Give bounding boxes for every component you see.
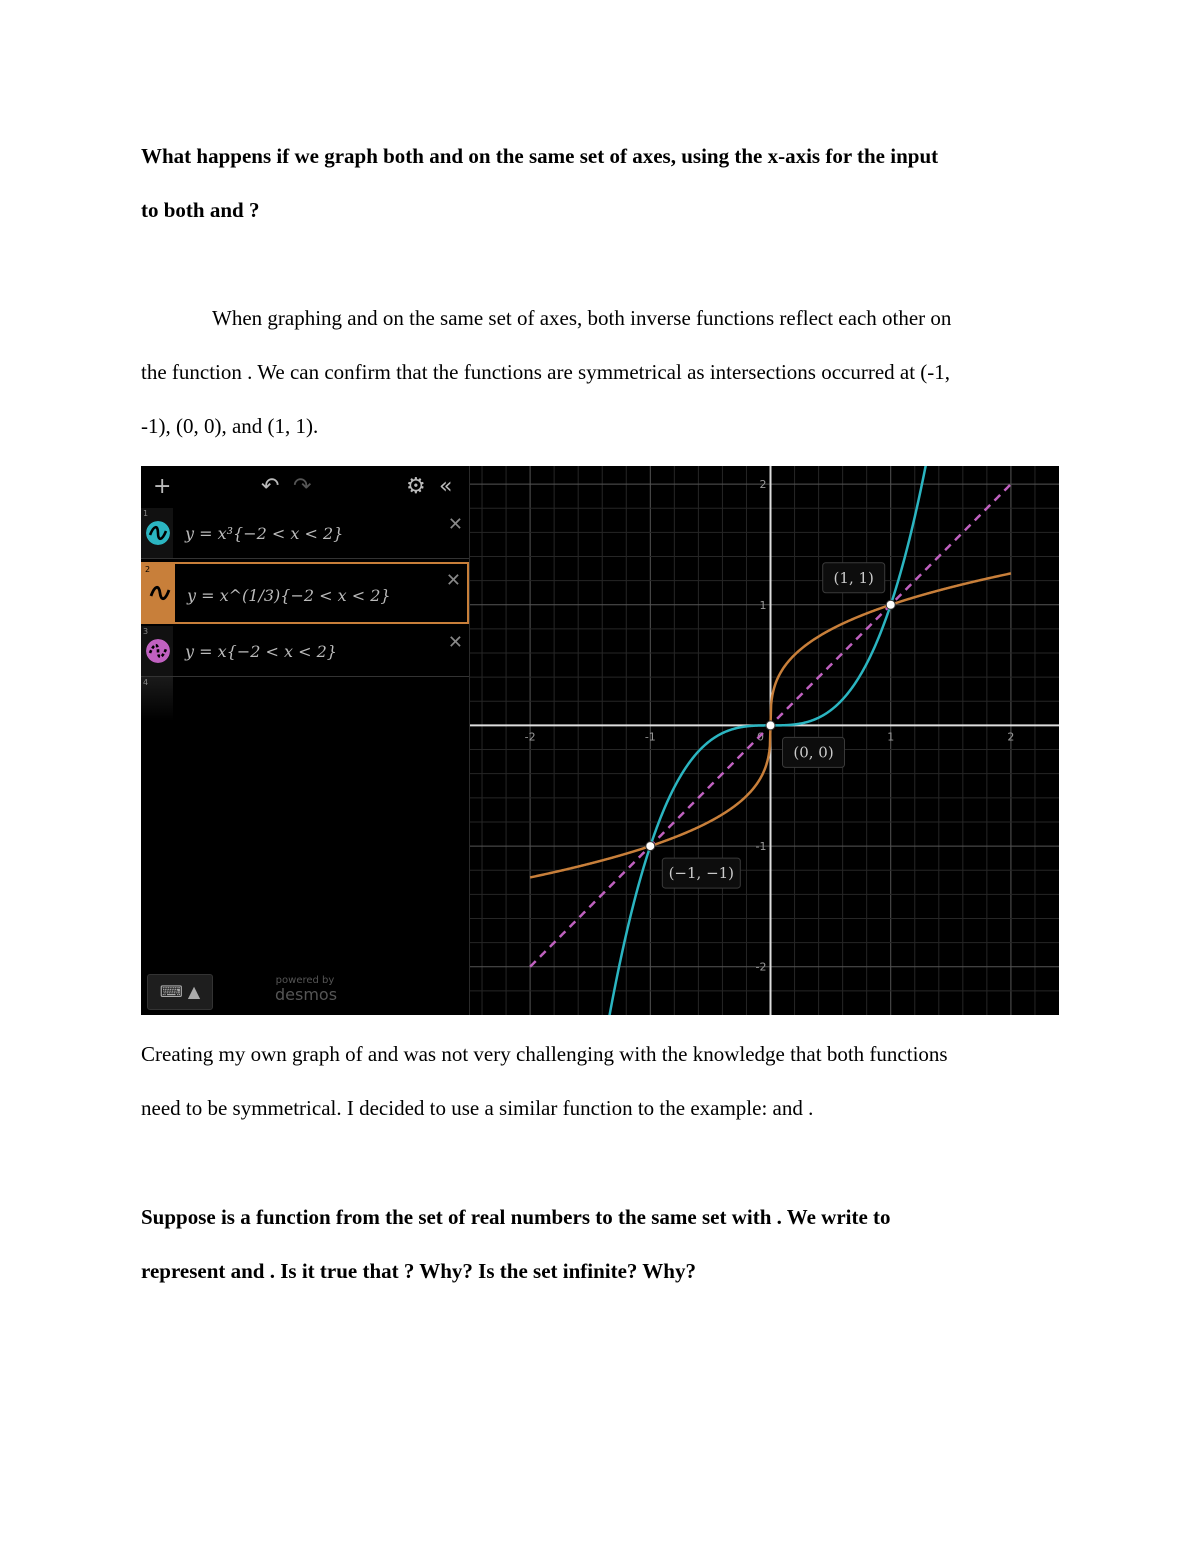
expression-gutter: [143, 564, 175, 622]
keyboard-toggle-button[interactable]: ⌨ ▲: [147, 974, 213, 1010]
wave-icon[interactable]: [148, 581, 172, 605]
expression-toolbar: [141, 466, 469, 508]
add-expression-button[interactable]: +: [153, 474, 172, 499]
redo-button[interactable]: ↷: [293, 474, 312, 499]
graph-canvas[interactable]: [470, 466, 1059, 1015]
grid-lines: [470, 466, 1059, 1015]
expression-index: 1: [143, 509, 149, 518]
intersection-point[interactable]: [646, 842, 741, 889]
answer-1-line-3: -1), (0, 0), and (1, 1).: [141, 414, 319, 438]
answer-1: [141, 291, 1061, 453]
point-marker[interactable]: [766, 721, 775, 730]
question-1-line-1: What happens if we graph both and on the same set of axes, using the x-axis for the input: [141, 144, 939, 168]
settings-gear-icon[interactable]: ⚙: [406, 474, 426, 499]
answer-1-line-1: When graphing and on the same set of axes, both inverse functions reflect each other on: [212, 306, 952, 330]
axes: [470, 466, 1059, 1015]
collapse-panel-button[interactable]: «: [439, 474, 453, 499]
expression-index: 3: [143, 627, 149, 636]
question-2-line-2: represent and . Is it true that ? Why? Is the set infinite? Why?: [141, 1259, 696, 1283]
remove-expression-icon[interactable]: ✕: [447, 632, 463, 653]
expression-text[interactable]: y = x{−2 < x < 2}: [185, 642, 337, 661]
expression-text[interactable]: y = x³{−2 < x < 2}: [185, 524, 344, 543]
expression-gutter: [141, 677, 173, 721]
x-tick-label: 2: [1007, 730, 1015, 744]
expression-row-1[interactable]: [141, 508, 469, 559]
answer-2: [141, 1027, 1061, 1135]
answer-2-line-1: Creating my own graph of and was not very challenging with the knowledge that both functions: [141, 1042, 948, 1066]
desmos-screenshot: [141, 466, 1059, 1015]
expression-gutter: [141, 626, 173, 676]
expression-text[interactable]: y = x^(1/3){−2 < x < 2}: [187, 586, 391, 605]
expression-panel: [141, 466, 470, 1015]
x-tick-label: -1: [644, 730, 656, 744]
question-2: [141, 1190, 1061, 1298]
answer-2-line-2: need to be symmetrical. I decided to use a similar function to the example: and .: [141, 1096, 814, 1120]
y-tick-label: 1: [759, 598, 767, 612]
intersection-point[interactable]: [823, 563, 896, 610]
point-marker[interactable]: [886, 600, 895, 609]
expression-row-3[interactable]: [141, 626, 469, 677]
y-tick-label: -1: [755, 840, 767, 854]
intersection-point[interactable]: [766, 721, 845, 768]
expression-gutter: [141, 508, 173, 558]
expression-index: 4: [143, 678, 149, 687]
powered-by-desmos-logo: [275, 975, 338, 1004]
expression-row-4[interactable]: [141, 677, 469, 721]
x-tick-label: 0: [757, 730, 765, 744]
desmos-brand: desmos: [275, 985, 338, 1004]
point-label: (−1, −1): [668, 864, 735, 883]
x-tick-label: 1: [887, 730, 895, 744]
question-1-line-2: to both and ?: [141, 198, 260, 222]
point-marker[interactable]: [646, 842, 655, 851]
question-2-line-1: Suppose is a function from the set of real numbers to the same set with . We write to: [141, 1205, 891, 1229]
remove-expression-icon[interactable]: ✕: [447, 514, 463, 535]
y-tick-label: -2: [755, 960, 767, 974]
y-tick-label: 2: [759, 478, 767, 492]
undo-button[interactable]: ↶: [261, 474, 280, 499]
answer-1-line-2: the function . We can confirm that the functions are symmetrical as intersections occurred at (-1,: [141, 360, 951, 384]
expression-index: 2: [145, 565, 151, 574]
powered-by-text: powered by: [275, 975, 335, 986]
question-1: [141, 129, 1061, 237]
hidden-wave-icon[interactable]: [146, 639, 170, 663]
wave-icon[interactable]: [146, 521, 170, 545]
point-label: (1, 1): [833, 568, 874, 587]
point-label: (0, 0): [793, 743, 834, 762]
expression-row-2[interactable]: [141, 562, 469, 624]
x-tick-label: -2: [524, 730, 536, 744]
remove-expression-icon[interactable]: ✕: [445, 570, 461, 591]
